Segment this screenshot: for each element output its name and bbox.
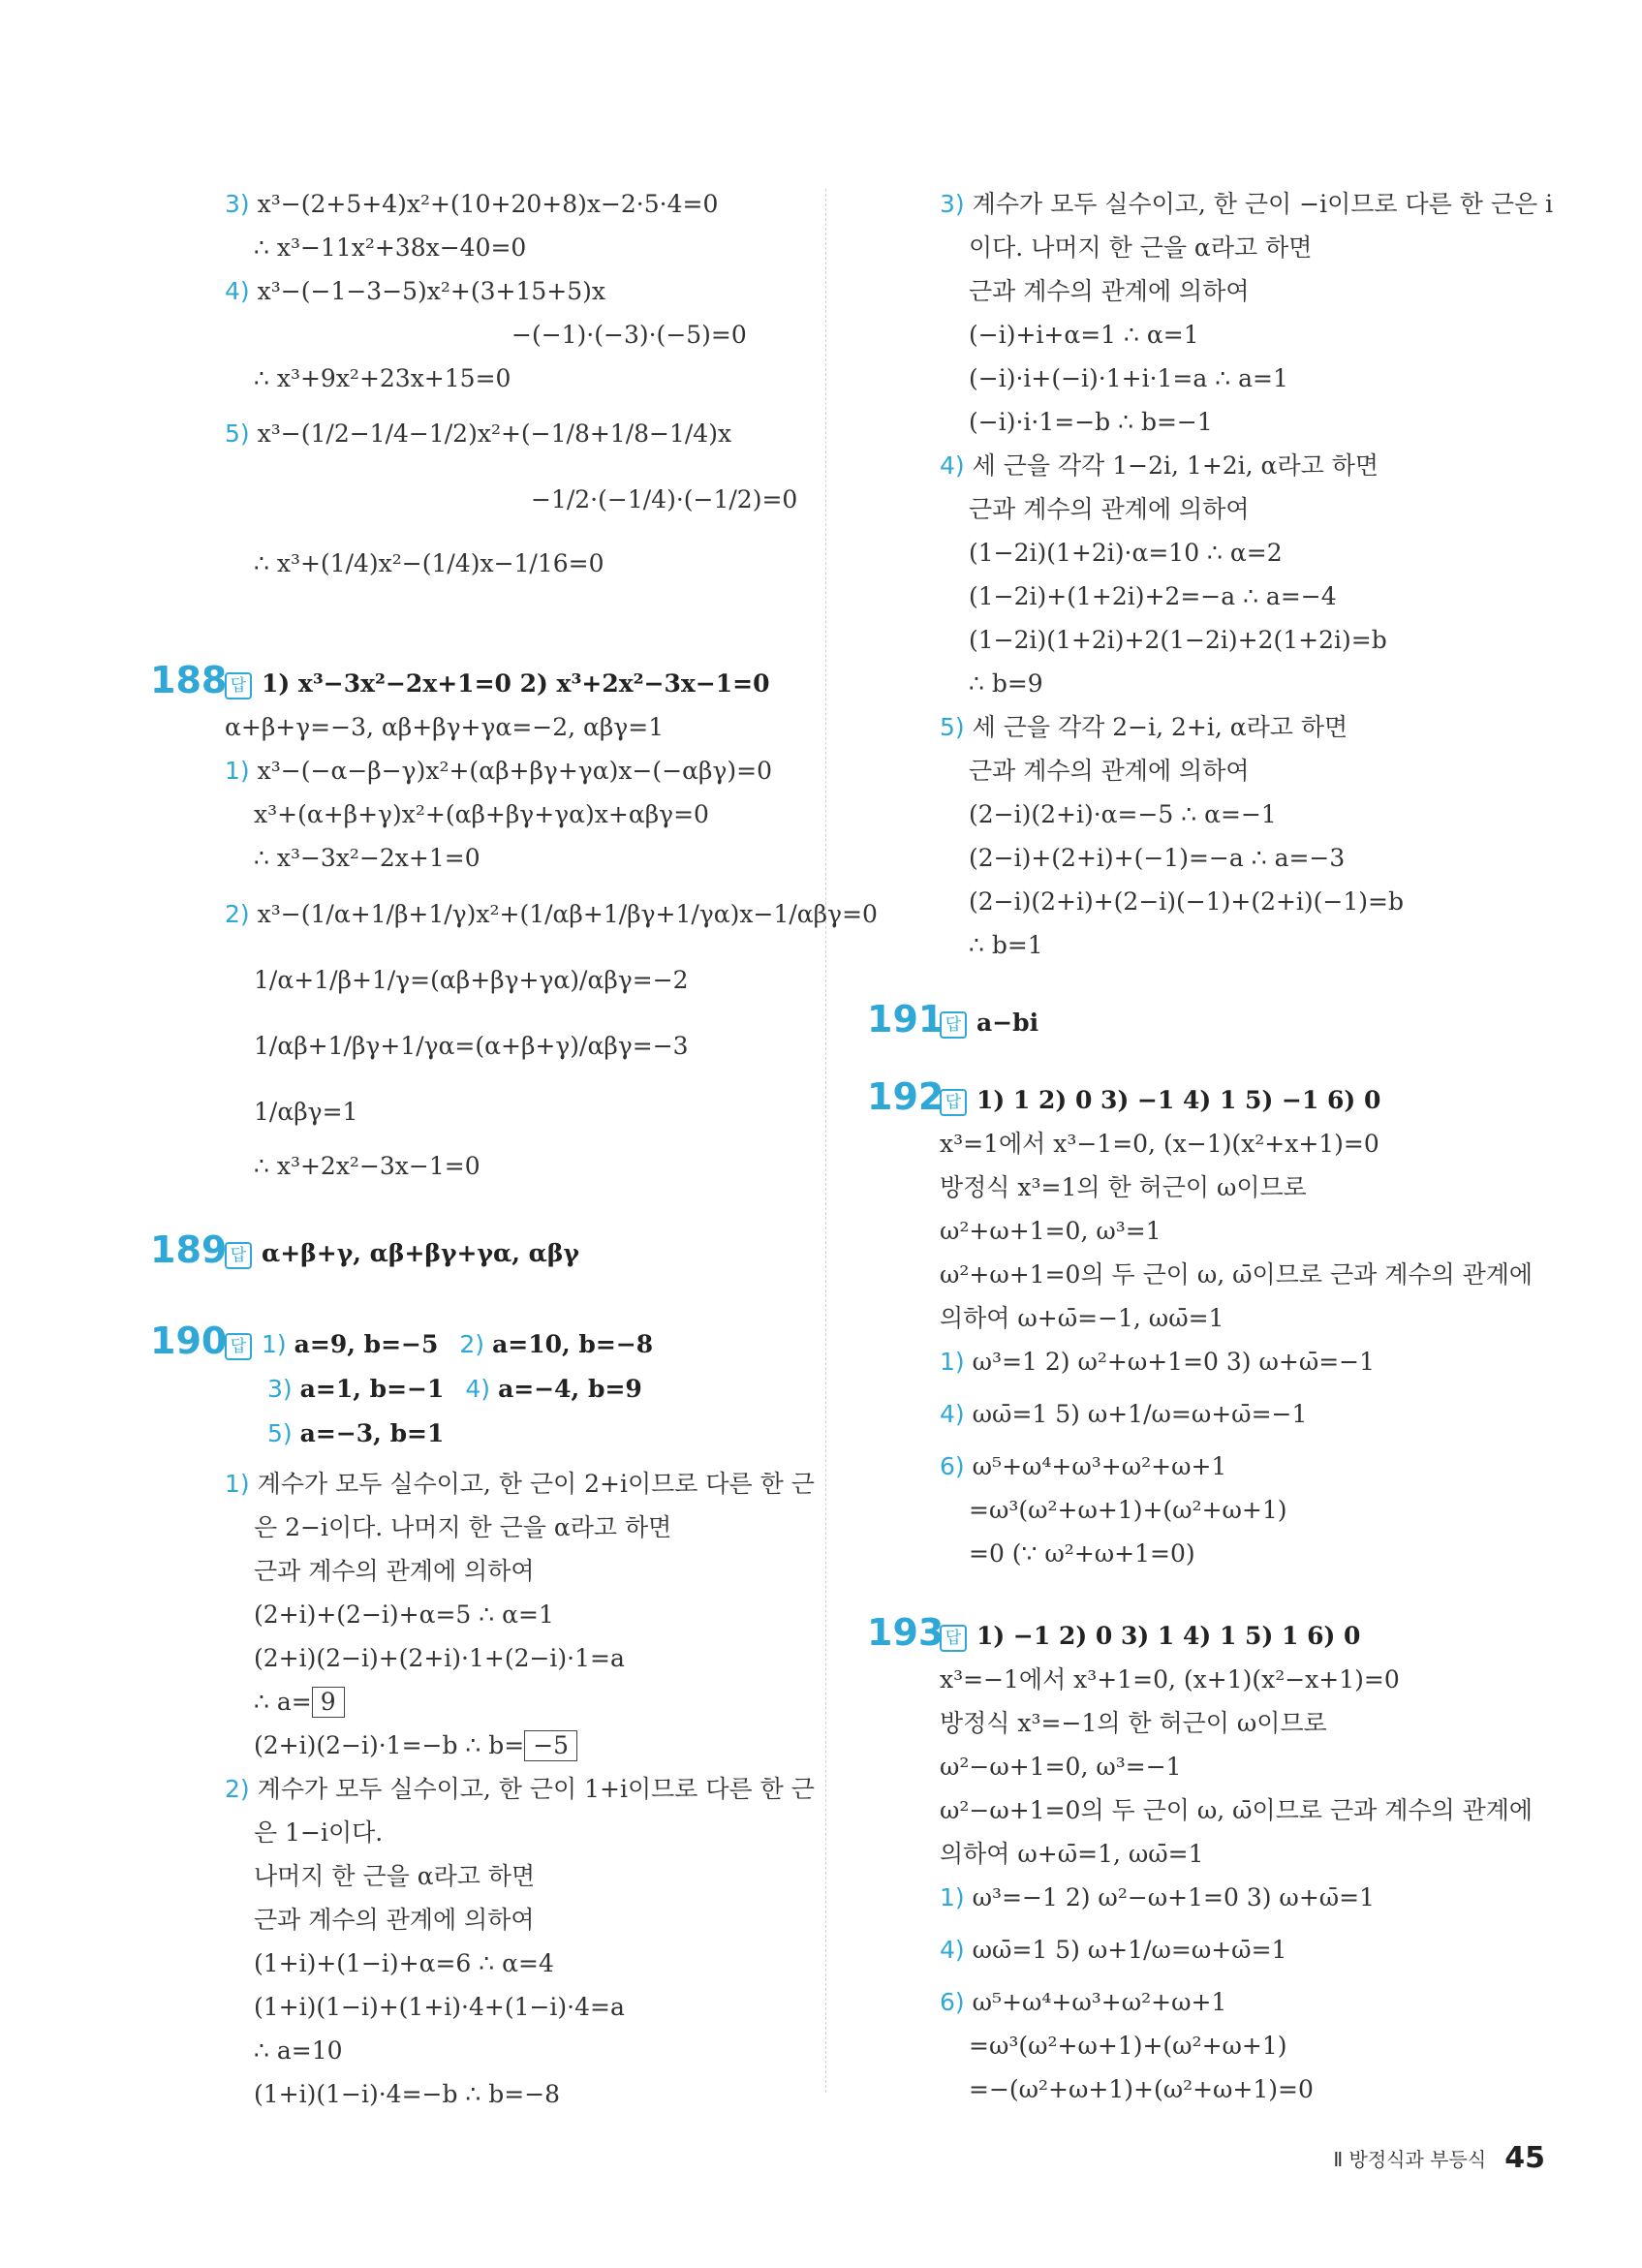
line: 근과 계수의 관계에 의하여: [969, 495, 1250, 523]
line: 5) x³−(1/2−1/4−1/2)x²+(−1/8+1/8−1/4)x: [225, 419, 732, 448]
line: 의하여 ω+ω̄=1, ωω̄=1: [940, 1840, 1204, 1868]
column-divider: [825, 189, 826, 2093]
line: x³+(α+β+γ)x²+(αβ+βγ+γα)x+αβγ=0: [254, 800, 709, 828]
line: ∴ x³+2x²−3x−1=0: [254, 1152, 480, 1180]
line: 나머지 한 근을 α라고 하면: [254, 1862, 536, 1890]
line: (2−i)+(2+i)+(−1)=−a ∴ a=−3: [969, 844, 1346, 872]
line: (2−i)(2+i)+(2−i)(−1)+(2+i)(−1)=b: [969, 887, 1404, 916]
problem-number: 192: [867, 1075, 945, 1118]
line: 방정식 x³=−1의 한 허근이 ω이므로: [940, 1709, 1327, 1737]
line: =0 (∵ ω²+ω+1=0): [969, 1539, 1195, 1568]
page-footer: [1333, 2141, 1545, 2175]
answer-line: 답 1) −1 2) 0 3) 1 4) 1 5) 1 6) 0: [940, 1621, 1360, 1652]
line: 5) 세 근을 각각 2−i, 2+i, α라고 하면: [940, 713, 1348, 741]
line: 2) 계수가 모두 실수이고, 한 근이 1+i이므로 다른 한 근: [225, 1775, 815, 1803]
line: ω²−ω+1=0의 두 근이 ω, ω̄이므로 근과 계수의 관계에: [940, 1796, 1534, 1824]
line: ∴ b=9: [969, 669, 1043, 698]
line: 은 2−i이다. 나머지 한 근을 α라고 하면: [254, 1513, 672, 1541]
line: 4) x³−(−1−3−5)x²+(3+15+5)x: [225, 277, 605, 305]
line: 근과 계수의 관계에 의하여: [969, 277, 1250, 305]
line: 1) ω³=−1 2) ω²−ω+1=0 3) ω+ω̄=1: [940, 1883, 1376, 1911]
answer-line: 답 α+β+γ, αβ+βγ+γα, αβγ: [225, 1238, 579, 1269]
line: ∴ x³−11x²+38x−40=0: [254, 233, 527, 262]
line: 2) x³−(1/α+1/β+1/γ)x²+(1/αβ+1/βγ+1/γα)x−1/αβγ=0: [225, 900, 878, 928]
line: (−i)·i+(−i)·1+i·1=a ∴ a=1: [969, 364, 1288, 392]
line: ∴ x³+(1/4)x²−(1/4)x−1/16=0: [254, 549, 604, 577]
line: 1) ω³=1 2) ω²+ω+1=0 3) ω+ω̄=−1: [940, 1348, 1376, 1376]
line: ∴ b=1: [969, 931, 1043, 959]
problem-number: 193: [867, 1611, 945, 1654]
line: 6) ω⁵+ω⁴+ω³+ω²+ω+1: [940, 1988, 1227, 2016]
line: −(−1)·(−3)·(−5)=0: [511, 321, 747, 349]
line: (1−2i)(1+2i)+2(1−2i)+2(1+2i)=b: [969, 626, 1387, 654]
line: 6) ω⁵+ω⁴+ω³+ω²+ω+1: [940, 1452, 1227, 1480]
line: 1/α+1/β+1/γ=(αβ+βγ+γα)/αβγ=−2: [254, 966, 689, 994]
problem-number: 188: [150, 659, 228, 701]
line: 1) 계수가 모두 실수이고, 한 근이 2+i이므로 다른 한 근: [225, 1470, 815, 1498]
line: (1−2i)(1+2i)·α=10 ∴ α=2: [969, 539, 1283, 567]
line: x³=1에서 x³−1=0, (x−1)(x²+x+1)=0: [940, 1130, 1379, 1158]
answer-line: 답 1) x³−3x²−2x+1=0 2) x³+2x²−3x−1=0: [225, 668, 770, 699]
answer-line: 3) a=1, b=−1 4) a=−4, b=9: [267, 1375, 642, 1403]
line: ∴ x³−3x²−2x+1=0: [254, 844, 480, 872]
line: ω²−ω+1=0, ω³=−1: [940, 1753, 1182, 1781]
answer-line: 5) a=−3, b=1: [267, 1419, 445, 1447]
line: 방정식 x³=1의 한 허근이 ω이므로: [940, 1173, 1307, 1201]
answer-line: 답 1) 1 2) 0 3) −1 4) 1 5) −1 6) 0: [940, 1085, 1380, 1116]
line: 3) x³−(2+5+4)x²+(10+20+8)x−2·5·4=0: [225, 190, 719, 218]
line: x³=−1에서 x³+1=0, (x+1)(x²−x+1)=0: [940, 1665, 1400, 1693]
problem-number: 191: [867, 998, 945, 1041]
page-number: 45: [1504, 2141, 1545, 2175]
line: (−i)·i·1=−b ∴ b=−1: [969, 408, 1213, 436]
line: ω²+ω+1=0의 두 근이 ω, ω̄이므로 근과 계수의 관계에: [940, 1260, 1534, 1289]
line: (2+i)+(2−i)+α=5 ∴ α=1: [254, 1600, 554, 1629]
line: 의하여 ω+ω̄=−1, ωω̄=1: [940, 1304, 1224, 1332]
line: ∴ a= 9: [254, 1687, 345, 1718]
line: ω²+ω+1=0, ω³=1: [940, 1217, 1162, 1245]
answer-line: 답 1) a=9, b=−5 2) a=10, b=−8: [225, 1329, 653, 1360]
line: (1+i)(1−i)+(1+i)·4+(1−i)·4=a: [254, 1993, 625, 2021]
line: ∴ a=10: [254, 2036, 343, 2065]
answer-box: −5: [524, 1730, 577, 1761]
problem-number: 189: [150, 1228, 228, 1271]
line: 은 1−i이다.: [254, 1818, 384, 1847]
answer-box: 9: [312, 1687, 345, 1718]
line: 3) 계수가 모두 실수이고, 한 근이 −i이므로 다른 한 근은 i: [940, 190, 1554, 218]
line: (2+i)(2−i)·1=−b ∴ b= −5: [254, 1730, 577, 1761]
section-title: Ⅱ 방정식과 부등식: [1333, 2148, 1487, 2171]
line: (2+i)(2−i)+(2+i)·1+(2−i)·1=a: [254, 1644, 625, 1672]
line: (1+i)(1−i)·4=−b ∴ b=−8: [254, 2080, 561, 2108]
line: −1/2·(−1/4)·(−1/2)=0: [531, 485, 798, 513]
line: (1−2i)+(1+2i)+2=−a ∴ a=−4: [969, 582, 1337, 610]
line: =−(ω²+ω+1)+(ω²+ω+1)=0: [969, 2075, 1314, 2103]
line: 근과 계수의 관계에 의하여: [254, 1906, 535, 1934]
line: (1+i)+(1−i)+α=6 ∴ α=4: [254, 1949, 554, 1977]
line: 근과 계수의 관계에 의하여: [254, 1557, 535, 1585]
line: (2−i)(2+i)·α=−5 ∴ α=−1: [969, 800, 1277, 828]
line: =ω³(ω²+ω+1)+(ω²+ω+1): [969, 2032, 1287, 2060]
line: 1/αβγ=1: [254, 1098, 358, 1126]
answer-line: 답 a−bi: [940, 1008, 1038, 1039]
line: 이다. 나머지 한 근을 α라고 하면: [969, 233, 1313, 262]
line: (−i)+i+α=1 ∴ α=1: [969, 321, 1199, 349]
line: 4) 세 근을 각각 1−2i, 1+2i, α라고 하면: [940, 451, 1379, 480]
line: =ω³(ω²+ω+1)+(ω²+ω+1): [969, 1496, 1287, 1524]
problem-number: 190: [150, 1320, 228, 1362]
line: 4) ωω̄=1 5) ω+1/ω=ω+ω̄=1: [940, 1936, 1287, 1964]
line: 4) ωω̄=1 5) ω+1/ω=ω+ω̄=−1: [940, 1400, 1308, 1428]
line: ∴ x³+9x²+23x+15=0: [254, 364, 511, 392]
line: 근과 계수의 관계에 의하여: [969, 757, 1250, 785]
line: 1) x³−(−α−β−γ)x²+(αβ+βγ+γα)x−(−αβγ)=0: [225, 757, 773, 785]
line: 1/αβ+1/βγ+1/γα=(α+β+γ)/αβγ=−3: [254, 1032, 689, 1060]
line: α+β+γ=−3, αβ+βγ+γα=−2, αβγ=1: [225, 713, 665, 741]
